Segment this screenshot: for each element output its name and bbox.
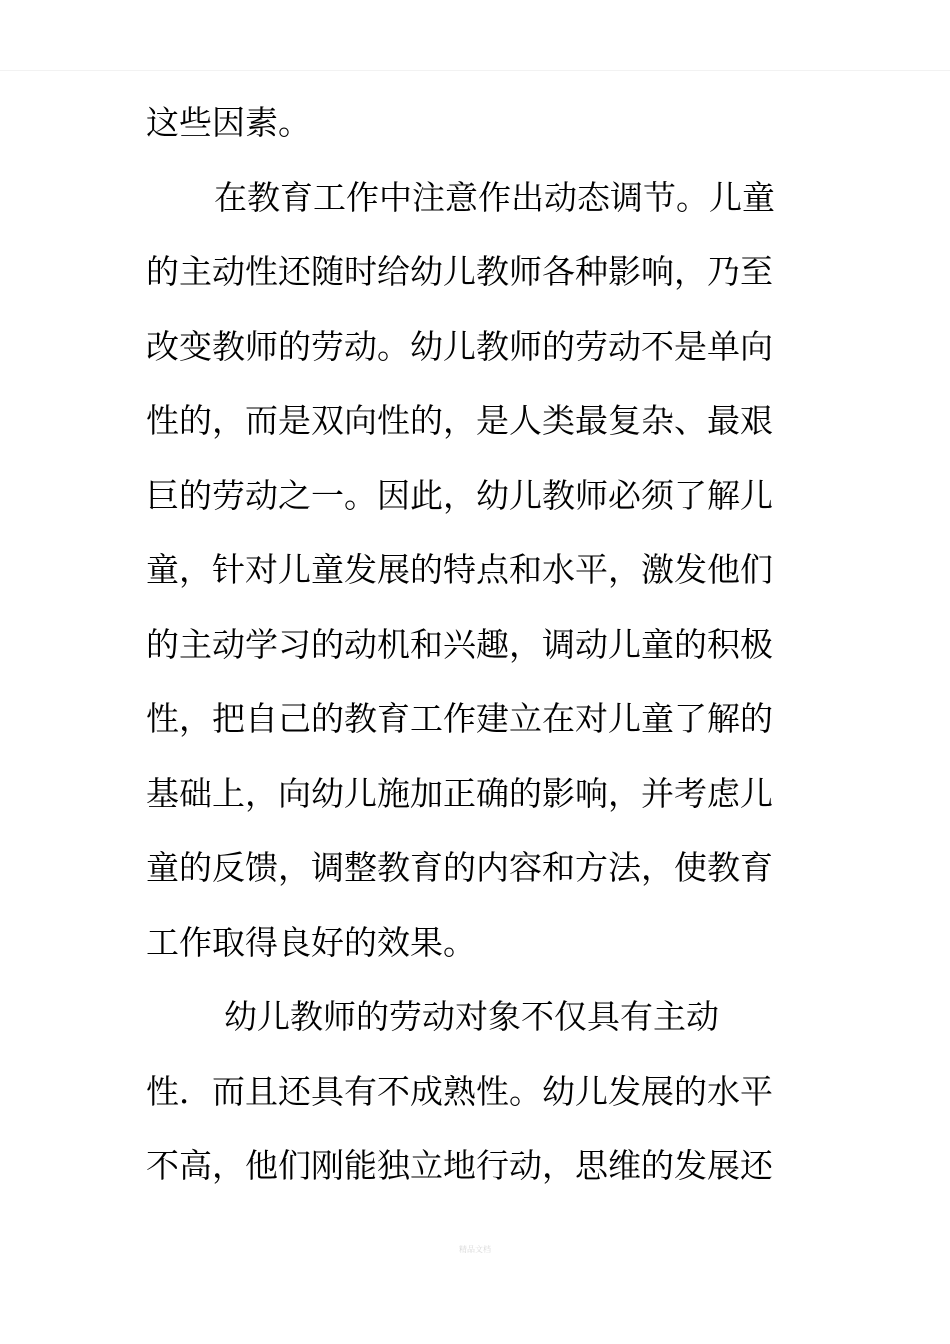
text-line: 童，针对儿童发展的特点和水平，激发他们	[146, 550, 773, 589]
text-line: 工作取得良好的效果。	[146, 922, 476, 962]
text-line: 改变教师的劳动。幼儿教师的劳动不是单向	[146, 326, 773, 366]
text-line: 性的，而是双向性的，是人类最复杂、最艰	[146, 401, 773, 440]
text-line: 性．而且还具有不成熟性。幼儿发展的水平	[146, 1071, 773, 1111]
paragraph-start-line: 幼儿教师的劳动对象不仅具有主动	[224, 997, 719, 1036]
text-line: 的主动学习的动机和兴趣，调动儿童的积极	[146, 624, 773, 664]
paragraph-start-line: 在教育工作中注意作出动态调节。儿童	[214, 177, 775, 217]
text-line: 的主动性还随时给幼儿教师各种影响，乃至	[146, 252, 773, 291]
text-line: 基础上，向幼儿施加正确的影响，并考虑儿	[146, 773, 773, 813]
footer-watermark: 精品文档	[459, 1245, 491, 1254]
text-line: 童的反馈，调整教育的内容和方法，使教育	[146, 848, 773, 887]
text-line: 巨的劳动之一。因此，幼儿教师必须了解儿	[146, 475, 773, 515]
text-line: 这些因素。	[146, 103, 311, 142]
text-line: 性，把自己的教育工作建立在对儿童了解的	[146, 699, 773, 738]
document-body	[146, 86, 826, 1204]
text-line: 不高，他们刚能独立地行动，思维的发展还	[146, 1146, 773, 1185]
header-divider	[0, 70, 950, 71]
